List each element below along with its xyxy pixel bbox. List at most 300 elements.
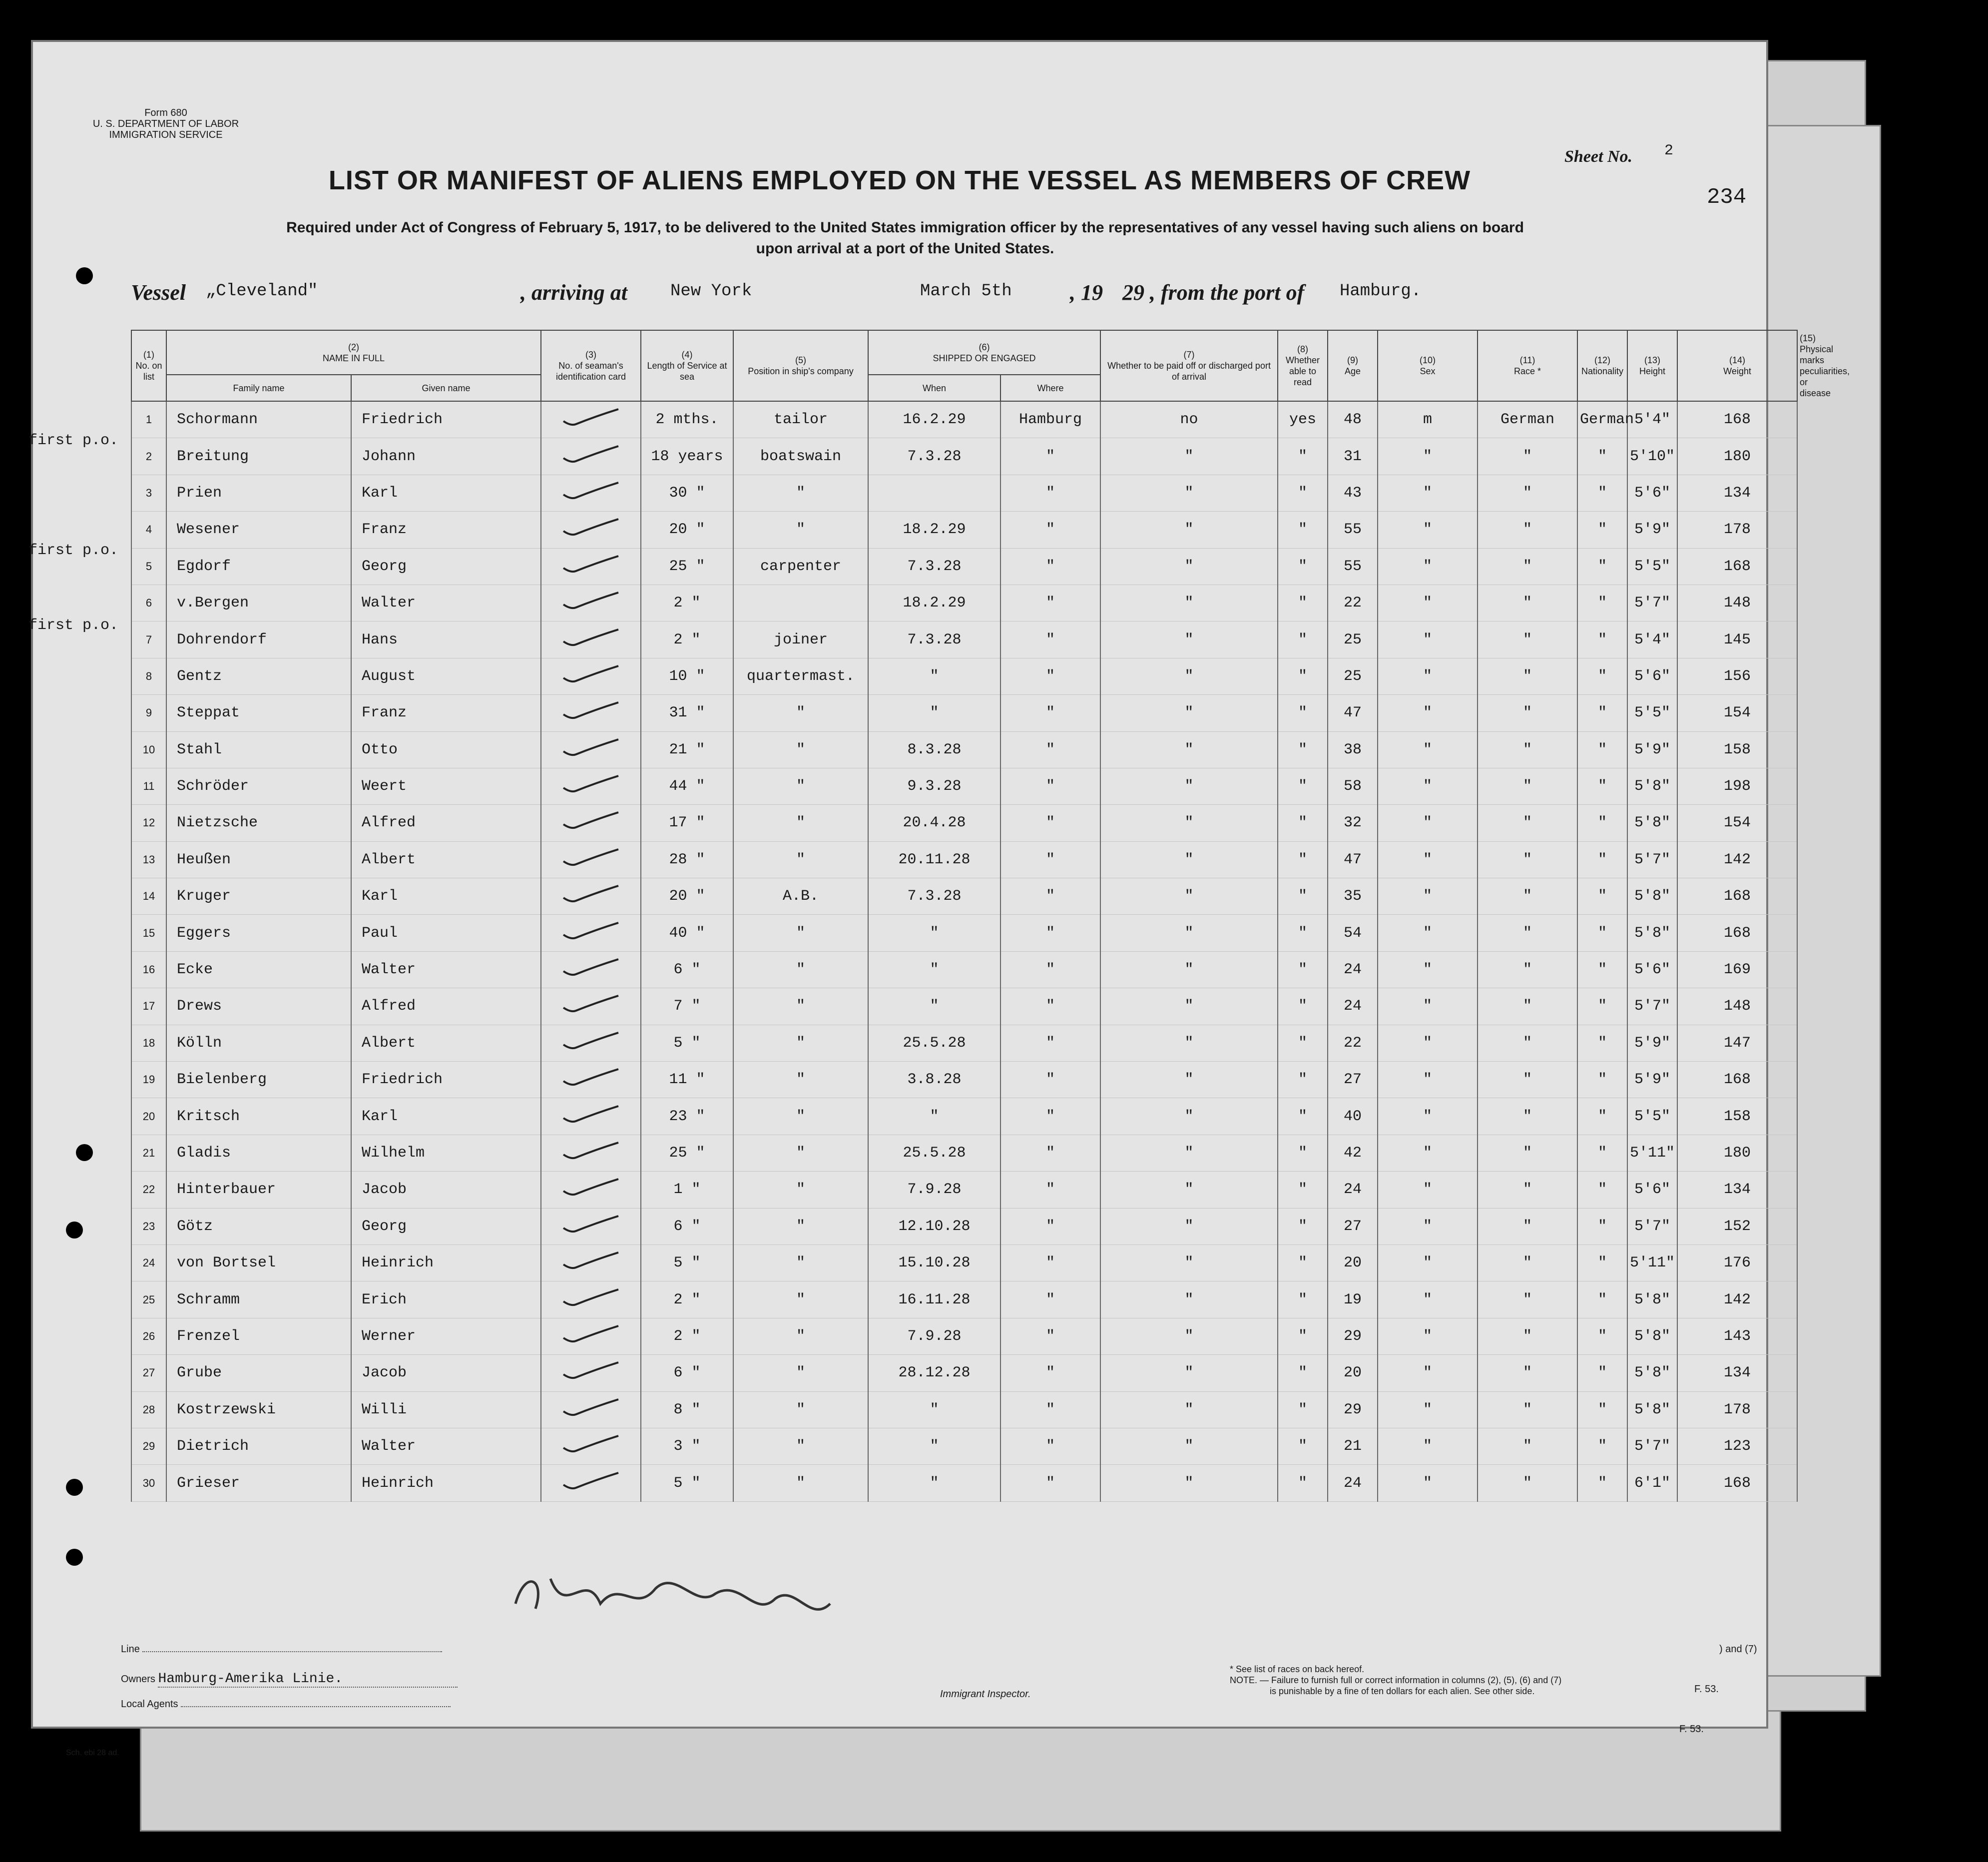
given-name: Jacob [351,1355,541,1391]
height: 5'6" [1627,1172,1677,1208]
col-label: Nationality [1581,366,1624,376]
weight: 154 [1677,695,1797,731]
shipped-where: " [1000,438,1100,475]
row-number: 10 [131,731,166,768]
shipped-where: " [1000,475,1100,511]
table-row [131,878,1797,915]
age: 35 [1328,878,1378,915]
race: " [1478,1318,1577,1354]
age: 24 [1328,1172,1378,1208]
checkmark-icon [561,1471,621,1491]
margin-note: first p.o. [28,617,119,634]
punch-hole [76,267,93,284]
able-to-read: " [1278,1281,1328,1318]
given-name: Wilhelm [351,1135,541,1171]
row-number: 21 [131,1135,166,1171]
shipped-where: " [1000,1281,1100,1318]
service-length: 5 " [641,1025,733,1061]
nationality: " [1577,438,1627,475]
family-name: Bielenberg [166,1062,351,1098]
weight: 168 [1677,401,1797,438]
weight: 142 [1677,841,1797,878]
shipped-when: 20.11.28 [868,841,1000,878]
weight: 180 [1677,438,1797,475]
table-header-row [131,330,1797,375]
id-card-check [541,548,641,585]
sex: " [1378,878,1478,915]
row-number: 23 [131,1208,166,1244]
position: tailor [733,401,868,438]
weight: 152 [1677,1208,1797,1244]
table-row [131,438,1797,475]
given-name: Franz [351,695,541,731]
race: " [1478,621,1577,658]
row-number: 12 [131,805,166,841]
shipped-when: 7.3.28 [868,878,1000,915]
paid-off: " [1100,621,1278,658]
height: 5'5" [1627,1098,1677,1135]
sex: " [1378,1208,1478,1244]
row-number: 17 [131,988,166,1025]
shipped-when: " [868,1098,1000,1135]
arriving-label: , arriving at [520,280,627,305]
service-length: 31 " [641,695,733,731]
row-number: 19 [131,1062,166,1098]
given-name: Georg [351,1208,541,1244]
sex: " [1378,768,1478,804]
checkmark-icon [561,847,621,867]
row-number: 7 [131,621,166,658]
paid-off: " [1100,805,1278,841]
owners-field [121,1671,458,1688]
shipped-where: " [1000,915,1100,951]
age: 47 [1328,841,1378,878]
age: 31 [1328,438,1378,475]
col-number: (10) [1420,355,1436,365]
family-name: Dietrich [166,1428,351,1464]
race: " [1478,1428,1577,1464]
col-label: Height [1639,366,1666,376]
checkmark-icon [561,957,621,977]
nationality: " [1577,548,1627,585]
table-row [131,1098,1797,1135]
shipped-where: " [1000,805,1100,841]
col-number: (4) [681,350,693,360]
checkmark-icon [561,554,621,574]
nationality: " [1577,1428,1627,1464]
col-label: NAME IN FULL [322,353,385,363]
sex: " [1378,805,1478,841]
paid-off: " [1100,1098,1278,1135]
age: 29 [1328,1391,1378,1428]
weight: 158 [1677,731,1797,768]
shipped-when: " [868,695,1000,731]
weight: 178 [1677,1391,1797,1428]
family-name: Gladis [166,1135,351,1171]
table-row [131,951,1797,988]
able-to-read: " [1278,951,1328,988]
margin-note: first p.o. [28,542,119,559]
checkmark-icon [561,774,621,794]
paid-off: " [1100,1355,1278,1391]
sex: " [1378,585,1478,621]
row-number: 11 [131,768,166,804]
id-card-check [541,1025,641,1061]
vessel-name: „Cleveland" [206,282,318,301]
form-code-bottom: F. 53. [1679,1724,1704,1735]
row-number: 14 [131,878,166,915]
table-row [131,1465,1797,1501]
height: 5'7" [1627,585,1677,621]
id-card-check [541,1135,641,1171]
arriving-port: New York [670,282,752,301]
nationality: " [1577,1208,1627,1244]
page-stamp: 234 [1707,185,1747,210]
given-name: Willi [351,1391,541,1428]
col-label: Weight [1723,366,1751,376]
col-header-where: Where [1000,375,1100,401]
weight: 147 [1677,1025,1797,1061]
given-name: Alfred [351,988,541,1025]
footer-notes [1230,1664,1561,1697]
nationality: " [1577,1391,1627,1428]
col-number: (13) [1644,355,1661,365]
col-label: Whether to be paid off or discharged port of arrival [1107,361,1271,382]
nationality: " [1577,805,1627,841]
shipped-where: " [1000,731,1100,768]
family-name: Drews [166,988,351,1025]
checkmark-icon [561,1141,621,1161]
position: " [733,1355,868,1391]
service-length: 1 " [641,1172,733,1208]
service-length: 6 " [641,1355,733,1391]
given-name: Karl [351,1098,541,1135]
age: 43 [1328,475,1378,511]
note-failure: NOTE. — Failure to furnish full or correct information in columns (2), (5), (6) and (7) [1230,1675,1562,1685]
shipped-when: " [868,915,1000,951]
service-length: 5 " [641,1244,733,1281]
family-name: Steppat [166,695,351,731]
sex: " [1378,1318,1478,1354]
paid-off: " [1100,475,1278,511]
table-row [131,658,1797,694]
family-name: Kölln [166,1025,351,1061]
shipped-where: " [1000,1208,1100,1244]
id-card-check [541,1428,641,1464]
race: " [1478,1465,1577,1501]
given-name: Karl [351,475,541,511]
shipped-where: " [1000,1098,1100,1135]
height: 5'9" [1627,1062,1677,1098]
weight: 134 [1677,475,1797,511]
shipped-where: " [1000,658,1100,694]
able-to-read: " [1278,1135,1328,1171]
shipped-when: 28.12.28 [868,1355,1000,1391]
service-length: 7 " [641,988,733,1025]
given-name: Georg [351,548,541,585]
sex: " [1378,548,1478,585]
id-card-check [541,951,641,988]
able-to-read: " [1278,1098,1328,1135]
row-number: 24 [131,1244,166,1281]
id-card-check [541,1172,641,1208]
checkmark-icon [561,994,621,1014]
sex: " [1378,1465,1478,1501]
family-name: Kostrzewski [166,1391,351,1428]
shipped-where: " [1000,1135,1100,1171]
race: " [1478,841,1577,878]
nationality: " [1577,951,1627,988]
nationality: " [1577,878,1627,915]
paid-off: " [1100,1208,1278,1244]
position: " [733,1428,868,1464]
schedule-code: Sch. ebi 28 ad. [66,1749,119,1757]
checkmark-icon [561,664,621,684]
able-to-read: " [1278,1318,1328,1354]
col-header-id-card [541,330,641,401]
checkmark-icon [561,810,621,830]
race: " [1478,1391,1577,1428]
table-row [131,768,1797,804]
position: " [733,1318,868,1354]
service-length: 17 " [641,805,733,841]
col-label: No. on list [135,361,162,382]
age: 25 [1328,621,1378,658]
family-name: Wesener [166,512,351,548]
given-name: Jacob [351,1172,541,1208]
family-name: Frenzel [166,1318,351,1354]
row-number: 27 [131,1355,166,1391]
position: " [733,1465,868,1501]
given-name: Otto [351,731,541,768]
col-number: (14) [1729,355,1746,365]
position: joiner [733,621,868,658]
nationality: " [1577,1172,1627,1208]
checkmark-icon [561,1434,621,1454]
row-number: 16 [131,951,166,988]
weight: 123 [1677,1428,1797,1464]
col-number: (12) [1594,355,1611,365]
family-name: Gentz [166,658,351,694]
id-card-check [541,988,641,1025]
sex: " [1378,1281,1478,1318]
able-to-read: " [1278,841,1328,878]
col-header-age [1328,330,1378,401]
age: 24 [1328,1465,1378,1501]
height: 5'8" [1627,915,1677,951]
height: 5'8" [1627,768,1677,804]
age: 25 [1328,658,1378,694]
shipped-when: 7.3.28 [868,621,1000,658]
height: 5'7" [1627,1208,1677,1244]
table-row [131,401,1797,438]
able-to-read: " [1278,548,1328,585]
weight: 142 [1677,1281,1797,1318]
service-length: 2 " [641,621,733,658]
given-name: Paul [351,915,541,951]
able-to-read: " [1278,1244,1328,1281]
height: 5'8" [1627,1391,1677,1428]
crew-manifest-table [131,330,1798,1502]
able-to-read: " [1278,805,1328,841]
shipped-when: 16.2.29 [868,401,1000,438]
given-name: Heinrich [351,1465,541,1501]
id-card-check [541,695,641,731]
sex: " [1378,438,1478,475]
weight: 148 [1677,585,1797,621]
shipped-where: " [1000,951,1100,988]
position: " [733,805,868,841]
race: " [1478,805,1577,841]
paid-off: " [1100,512,1278,548]
family-name: Götz [166,1208,351,1244]
position: " [733,731,868,768]
given-name: Walter [351,1428,541,1464]
row-number: 4 [131,512,166,548]
col-label: Position in ship's company [748,366,854,376]
shipped-where: " [1000,1428,1100,1464]
service-length: 25 " [641,1135,733,1171]
age: 48 [1328,401,1378,438]
id-card-check [541,1208,641,1244]
weight: 154 [1677,805,1797,841]
owners-label: Owners [121,1674,155,1685]
nationality: " [1577,1098,1627,1135]
checkmark-icon [561,1214,621,1234]
shipped-where: " [1000,695,1100,731]
id-card-check [541,658,641,694]
service-length: 6 " [641,951,733,988]
age: 20 [1328,1244,1378,1281]
age: 29 [1328,1318,1378,1354]
table-row [131,915,1797,951]
shipped-when: 25.5.28 [868,1025,1000,1061]
punch-hole [66,1222,83,1239]
shipped-when: " [868,951,1000,988]
position: A.B. [733,878,868,915]
height: 5'5" [1627,548,1677,585]
given-name: Albert [351,1025,541,1061]
given-name: Johann [351,438,541,475]
sex: " [1378,1135,1478,1171]
weight: 168 [1677,915,1797,951]
shipped-when: 7.9.28 [868,1318,1000,1354]
able-to-read: " [1278,731,1328,768]
race: " [1478,1062,1577,1098]
shipped-when: " [868,1465,1000,1501]
weight: 145 [1677,621,1797,658]
position: " [733,841,868,878]
col-label: Length of Service at sea [647,361,727,382]
height: 5'8" [1627,1318,1677,1354]
sex: " [1378,621,1478,658]
able-to-read: " [1278,475,1328,511]
shipped-where: " [1000,1355,1100,1391]
age: 19 [1328,1281,1378,1318]
col-number: (6) [979,342,990,352]
race: " [1478,731,1577,768]
inspector-signature [505,1549,855,1629]
agents-field [121,1699,451,1710]
family-name: Egdorf [166,548,351,585]
shipped-where: " [1000,1244,1100,1281]
height: 6'1" [1627,1465,1677,1501]
row-number: 3 [131,475,166,511]
race: " [1478,438,1577,475]
age: 22 [1328,1025,1378,1061]
table-row [131,1281,1797,1318]
paid-off: " [1100,1281,1278,1318]
id-card-check [541,585,641,621]
id-card-check [541,768,641,804]
checkmark-icon [561,1031,621,1051]
height: 5'6" [1627,475,1677,511]
age: 55 [1328,548,1378,585]
height: 5'7" [1627,1428,1677,1464]
shipped-when: 9.3.28 [868,768,1000,804]
shipped-when: 7.9.28 [868,1172,1000,1208]
paid-off: " [1100,731,1278,768]
given-name: Werner [351,1318,541,1354]
nationality: German [1577,401,1627,438]
id-card-check [541,1465,641,1501]
weight: 158 [1677,1098,1797,1135]
shipped-where: " [1000,585,1100,621]
service-length: 21 " [641,731,733,768]
table-row [131,512,1797,548]
service-length: 2 " [641,1318,733,1354]
position: " [733,915,868,951]
given-name: Walter [351,951,541,988]
id-card-check [541,1098,641,1135]
position: " [733,951,868,988]
position: boatswain [733,438,868,475]
paid-off: " [1100,1172,1278,1208]
page-title: LIST OR MANIFEST OF ALIENS EMPLOYED ON THE VESSEL AS MEMBERS OF CREW [328,165,1471,195]
checkmark-icon [561,481,621,501]
checkmark-icon [561,591,621,611]
id-card-check [541,475,641,511]
subtitle-line-2: upon arrival at a port of the United States. [756,240,1054,257]
nationality: " [1577,988,1627,1025]
service-length: 8 " [641,1391,733,1428]
able-to-read: " [1278,1062,1328,1098]
paid-off: " [1100,1465,1278,1501]
nationality: " [1577,841,1627,878]
able-to-read: " [1278,1355,1328,1391]
table-row [131,1025,1797,1061]
sex: " [1378,1098,1478,1135]
paid-off: " [1100,1135,1278,1171]
age: 24 [1328,988,1378,1025]
age: 54 [1328,915,1378,951]
paid-off: " [1100,585,1278,621]
col-header-no [131,330,166,401]
shipped-where: " [1000,512,1100,548]
table-row [131,585,1797,621]
position: carpenter [733,548,868,585]
line-field [121,1644,442,1655]
paid-off: " [1100,841,1278,878]
shipped-when: 18.2.29 [868,585,1000,621]
family-name: Schröder [166,768,351,804]
table-row [131,1318,1797,1354]
able-to-read: " [1278,1208,1328,1244]
weight: 148 [1677,988,1797,1025]
family-name: Heußen [166,841,351,878]
race: " [1478,951,1577,988]
family-name: von Bortsel [166,1244,351,1281]
